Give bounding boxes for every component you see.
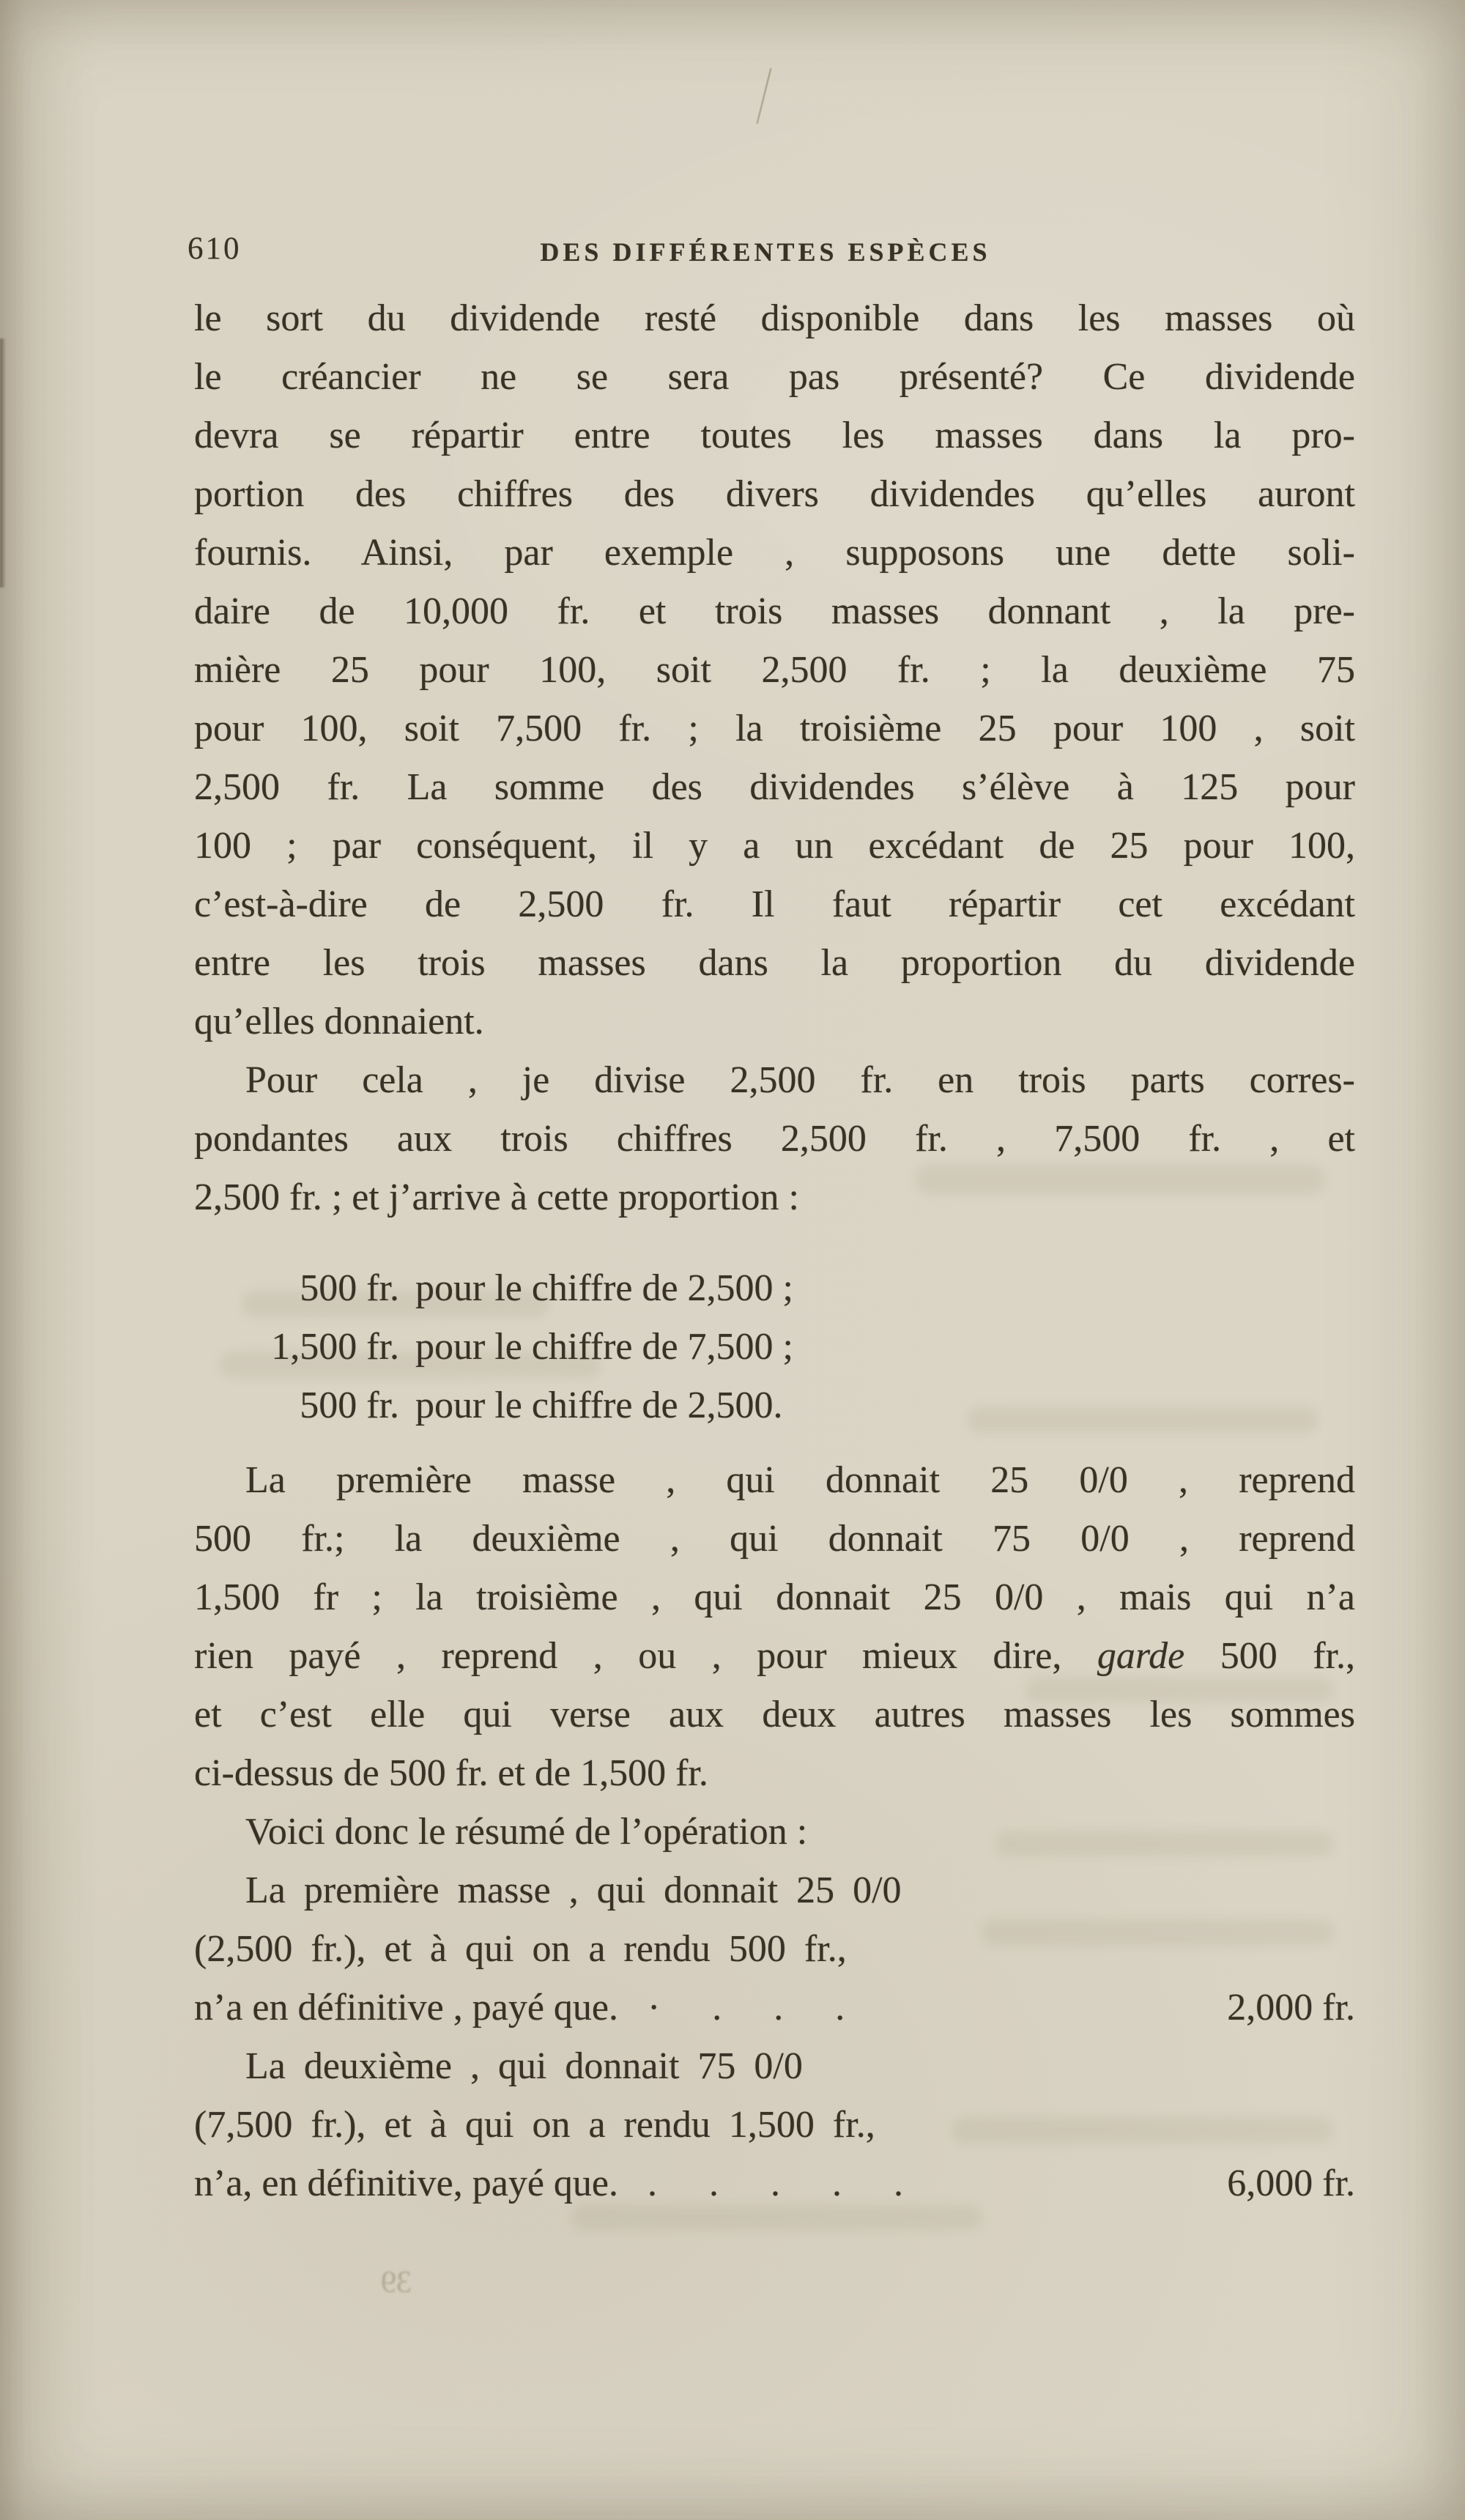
summary-entry-tail: n’a, en définitive, payé que. bbox=[194, 2163, 618, 2204]
body-line: 500 fr.; la deuxième , qui donnait 75 0/0 , reprend bbox=[194, 1518, 1355, 1560]
summary-entry-line: La première masse , qui donnait 25 0/0 bbox=[245, 1869, 902, 1911]
dot-leader: . . . . . bbox=[647, 2163, 903, 2204]
body-line: entre les trois masses dans la proportion du dividende bbox=[194, 942, 1355, 984]
body-line: le créancier ne se sera pas présenté? Ce dividende bbox=[194, 356, 1355, 398]
italic-word: garde bbox=[1097, 1635, 1185, 1677]
body-line: portion des chiffres des divers dividendes qu’elles auront bbox=[194, 473, 1355, 515]
proportion-list bbox=[194, 1259, 1355, 1435]
body-line: mière 25 pour 100, soit 2,500 fr. ; la deuxième 75 bbox=[194, 649, 1355, 691]
body-line: ci-dessus de 500 fr. et de 1,500 fr. bbox=[194, 1752, 708, 1794]
body-line: 1,500 fr ; la troisième , qui donnait 25 0/0 , mais qui n’a bbox=[194, 1576, 1355, 1618]
body-line: devra se répartir entre toutes les masses dans la pro- bbox=[194, 415, 1355, 456]
body-text-segment: 500 fr., bbox=[1184, 1635, 1355, 1677]
body-line: qu’elles donnaient. bbox=[194, 1001, 484, 1042]
body-line: pondantes aux trois chiffres 2,500 fr. , 7,500 fr. , et bbox=[194, 1118, 1355, 1160]
proportion-amount: 500 fr. bbox=[300, 1267, 399, 1309]
body-line: 100 ; par conséquent, il y a un excédant de 25 pour 100, bbox=[194, 825, 1355, 867]
proportion-amount: 1,500 fr. bbox=[271, 1326, 399, 1368]
summary-amount: 6,000 fr. bbox=[1227, 2163, 1355, 2204]
page-edge-shadow bbox=[0, 338, 6, 588]
body-line: c’est-à-dire de 2,500 fr. Il faut répartir cet excédant bbox=[194, 883, 1355, 925]
body-text-segment: rien payé , reprend , ou , pour mieux dire, bbox=[194, 1635, 1097, 1677]
body-line: Voici donc le résumé de l’opération : bbox=[245, 1811, 808, 1853]
summary-entry-line: (2,500 fr.), et à qui on a rendu 500 fr., bbox=[194, 1928, 847, 1970]
proportion-text: pour le chiffre de 2,500. bbox=[415, 1385, 783, 1426]
body-line: pour 100, soit 7,500 fr. ; la troisième 25 pour 100 , soit bbox=[194, 708, 1355, 749]
proportion-list-item bbox=[194, 1259, 1355, 1318]
proportion-text: pour le chiffre de 2,500 ; bbox=[415, 1267, 793, 1309]
body-line: 2,500 fr. ; et j’arrive à cette proportion : bbox=[194, 1176, 799, 1218]
proportion-amount: 500 fr. bbox=[300, 1385, 399, 1426]
summary-entry-line: La deuxième , qui donnait 75 0/0 bbox=[245, 2045, 803, 2087]
summary-entry-line: (7,500 fr.), et à qui on a rendu 1,500 fr., bbox=[194, 2104, 875, 2146]
body-line bbox=[194, 1627, 1355, 1686]
page-number: 610 bbox=[188, 231, 242, 266]
body-line: La première masse , qui donnait 25 0/0 , reprend bbox=[245, 1459, 1355, 1501]
body-line: Pour cela , je divise 2,500 fr. en trois parts corres- bbox=[245, 1059, 1355, 1101]
body-line: 2,500 fr. La somme des dividendes s’élève à 125 pour bbox=[194, 766, 1355, 808]
paper-scratch bbox=[757, 68, 772, 124]
body-line: le sort du dividende resté disponible dans les masses où bbox=[194, 297, 1355, 339]
body-line: fournis. Ainsi, par exemple , supposons une dette soli- bbox=[194, 532, 1355, 574]
text-column bbox=[194, 289, 1355, 2213]
summary-entry-total-row bbox=[194, 2154, 1355, 2213]
proportion-text: pour le chiffre de 7,500 ; bbox=[415, 1326, 793, 1368]
running-header: DES DIFFÉRENTES ESPÈCES bbox=[540, 237, 991, 267]
proportion-list-item bbox=[194, 1318, 1355, 1376]
summary-amount: 2,000 fr. bbox=[1227, 1987, 1355, 2028]
proportion-list-item bbox=[194, 1376, 1355, 1435]
summary-entry-tail: n’a en définitive , payé que. bbox=[194, 1987, 618, 2028]
body-line: daire de 10,000 fr. et trois masses donnant , la pre- bbox=[194, 590, 1355, 632]
summary-entry-total-row bbox=[194, 1979, 1355, 2037]
dot-leader: · . . . bbox=[647, 1987, 845, 2028]
body-line: et c’est elle qui verse aux deux autres masses les sommes bbox=[194, 1694, 1355, 1735]
bleed-through-signature-mark: 39 bbox=[381, 2266, 412, 2300]
